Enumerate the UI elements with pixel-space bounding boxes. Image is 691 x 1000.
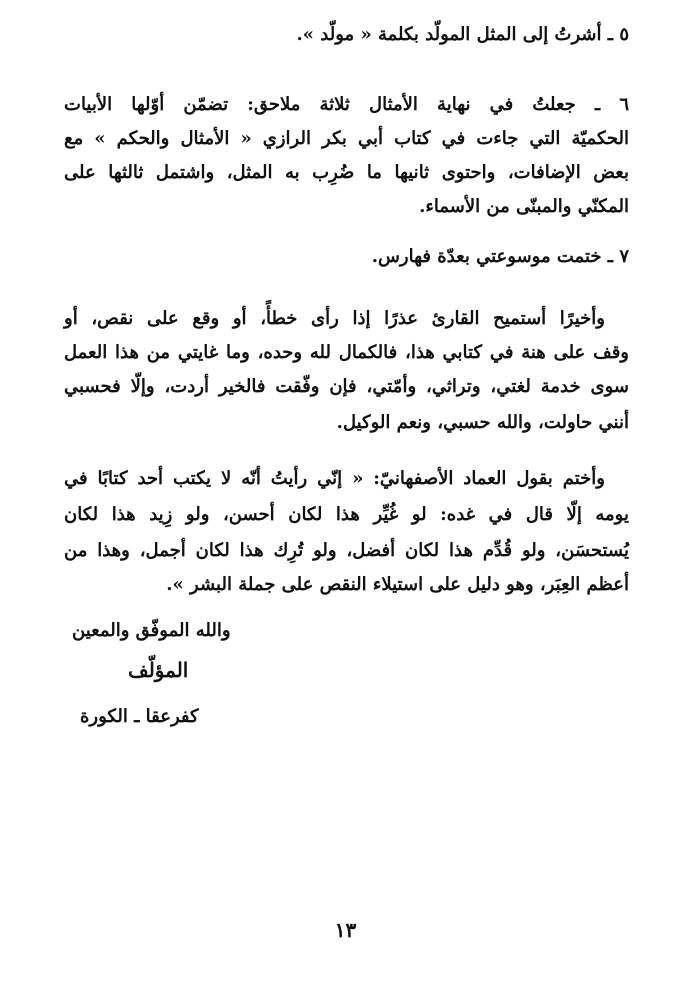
item-6-line: المكنّي والمبنّى من الأسماء. <box>419 196 629 217</box>
closing-blessing: والله الموفّق والمعين <box>72 620 231 641</box>
paragraph-line: وقف على هنة في كتابي هذا، فالكمال لله وحده، وما غايتي من هذا العمل <box>64 342 629 363</box>
item-5: ٥ ـ أشرتُ إلى المثل المولّد بكلمة « مولّد ». <box>296 24 629 45</box>
paragraph-line: أنني حاولت، والله حسبي، ونعم الوكيل. <box>336 412 629 433</box>
item-7: ٧ ـ ختمت موسوعتي بعدّة فهارس. <box>371 246 629 267</box>
paragraph-line: وأخيرًا أستميح القارئ عذرًا إذا رأى خطأً، أو وقع على نقص، أو <box>64 308 605 329</box>
item-6-line: الحكميّة التي جاءت في كتاب أبي بكر الرازي « الأمثال والحكم » مع <box>64 128 629 149</box>
paragraph-line: أعظم العِبَر، وهو دليل على استيلاء النقص على جملة البشر ». <box>166 574 629 595</box>
page-number: ١٣ <box>334 918 357 942</box>
paragraph-line: يُستحسَن، ولو قُدِّم هذا لكان أفضل، ولو تُرِك هذا لكان أجمل، وهذا من <box>64 540 629 561</box>
paragraph-line: وأختم بقول العماد الأصفهانيّ: « إنّي رأيتُ أنّه لا يكتب أحد كتابًا في <box>64 468 605 489</box>
paragraph-line: سوى خدمة لغتي، وتراثي، وأمّتي، فإن وفّقت فالخير أردت، وإلّا فحسبي <box>64 376 629 397</box>
author-label: المؤلّف <box>128 658 189 682</box>
place-name: كفرعقا ـ الكورة <box>80 706 199 727</box>
paragraph-line: يومه إلّا قال في غده: لو غُيِّر هذا لكان أحسن، ولو زِيد هذا لكان <box>64 504 629 525</box>
item-6-line: ٦ ـ جعلتُ في نهاية الأمثال ثلاثة ملاحق: تضمّن أوّلها الأبيات <box>64 94 629 115</box>
item-6-line: بعض الإضافات، واحتوى ثانيها ما ضُرِب به المثل، واشتمل ثالثها على <box>64 162 629 183</box>
